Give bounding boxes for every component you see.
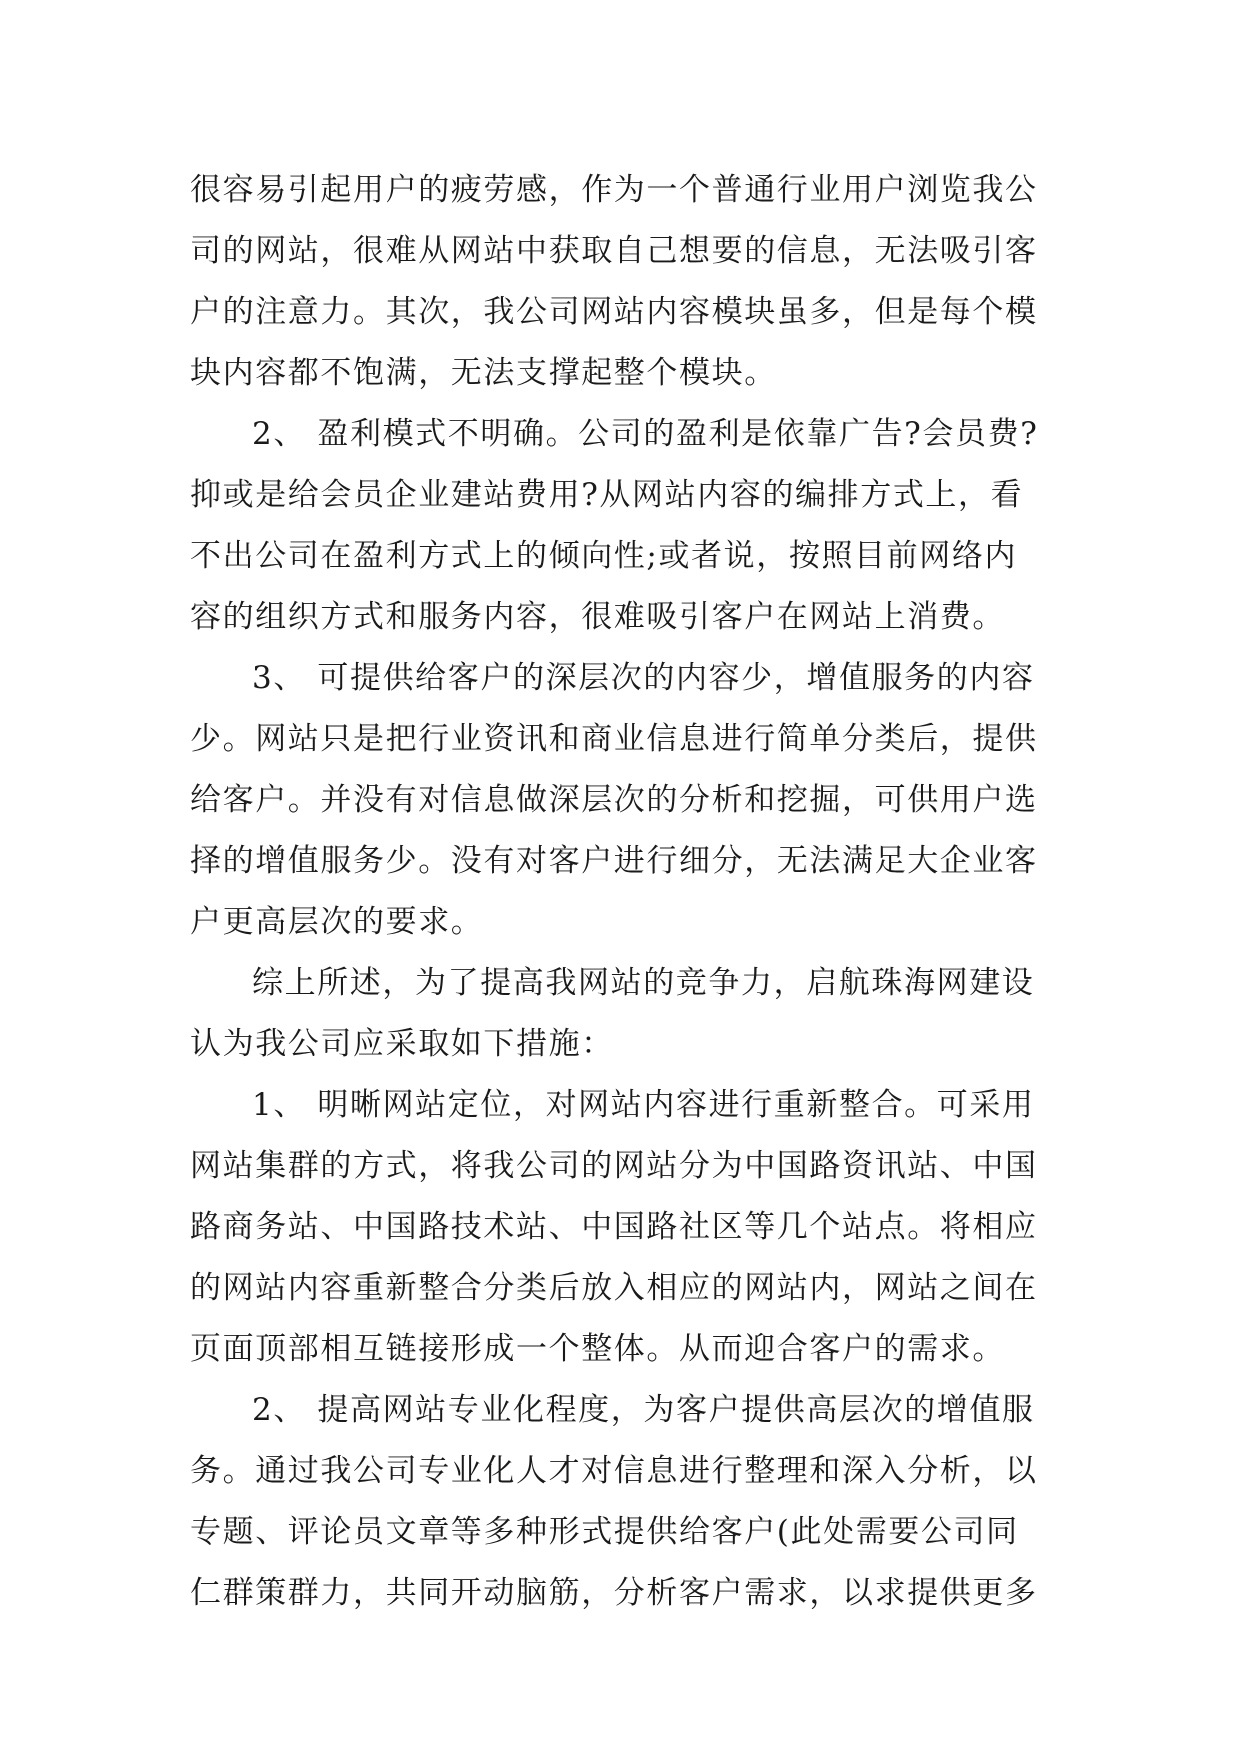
text-line: 抑或是给会员企业建站费用?从网站内容的编排方式上，看 [190,477,1024,513]
text-line: 户更高层次的要求。 [190,904,484,940]
text-line: 户的注意力。其次，我公司网站内容模块虽多，但是每个模 [190,294,1038,330]
text-line: 容的组织方式和服务内容，很难吸引客户在网站上消费。 [190,599,1005,635]
text-line: 务。通过我公司专业化人才对信息进行整理和深入分析，以 [190,1453,1038,1489]
text-line: 不出公司在盈利方式上的倾向性;或者说，按照目前网络内 [190,538,1018,574]
text-line: 认为我公司应采取如下措施： [190,1026,614,1062]
text-line: 给客户。并没有对信息做深层次的分析和挖掘，可供用户选 [190,782,1038,818]
text-line: 仁群策群力，共同开动脑筋，分析客户需求，以求提供更多 [190,1575,1038,1611]
text-line: 页面顶部相互链接形成一个整体。从而迎合客户的需求。 [190,1331,1005,1367]
text-line: 少。网站只是把行业资讯和商业信息进行简单分类后，提供 [190,721,1038,757]
text-line: 司的网站，很难从网站中获取自己想要的信息，无法吸引客 [190,233,1038,269]
text-line: 很容易引起用户的疲劳感，作为一个普通行业用户浏览我公 [190,172,1038,208]
body-text [190,160,1070,1624]
text-line: 专题、评论员文章等多种形式提供给客户(此处需要公司同 [190,1514,1019,1550]
text-line: 2、 盈利模式不明确。公司的盈利是依靠广告?会员费? [252,416,1039,452]
text-line: 网站集群的方式，将我公司的网站分为中国路资讯站、中国 [190,1148,1038,1184]
text-line: 的网站内容重新整合分类后放入相应的网站内，网站之间在 [190,1270,1038,1306]
text-line: 2、 提高网站专业化程度，为客户提供高层次的增值服 [252,1392,1035,1428]
text-line: 块内容都不饱满，无法支撑起整个模块。 [190,355,777,391]
text-line: 综上所述，为了提高我网站的竞争力，启航珠海网建设 [252,965,1035,1001]
text-line: 1、 明晰网站定位，对网站内容进行重新整合。可采用 [252,1087,1035,1123]
text-line: 择的增值服务少。没有对客户进行细分，无法满足大企业客 [190,843,1038,879]
text-line: 路商务站、中国路技术站、中国路社区等几个站点。将相应 [190,1209,1038,1245]
text-line: 3、 可提供给客户的深层次的内容少，增值服务的内容 [252,660,1035,696]
